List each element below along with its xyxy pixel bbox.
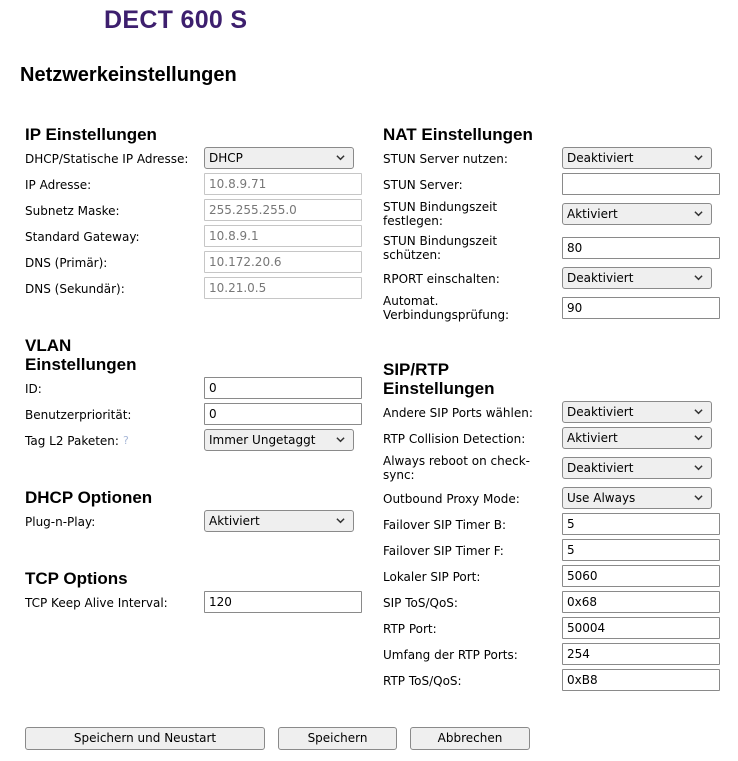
stun-bind-protect-label-line2: schützen: <box>383 248 442 262</box>
help-icon[interactable]: ? <box>122 434 129 447</box>
chevron-down-icon <box>336 153 345 162</box>
left-column <box>25 0 365 761</box>
dns-secondary-label: DNS (Sekundär): <box>25 282 125 296</box>
tag-l2-label-text: Tag L2 Paketen: <box>25 434 119 448</box>
sip-tos-label: SIP ToS/QoS: <box>383 596 458 610</box>
chevron-down-icon <box>694 433 703 442</box>
outbound-proxy-mode-select-value: Use Always <box>567 491 636 505</box>
rtp-tos-label: RTP ToS/QoS: <box>383 674 462 688</box>
reboot-check-sync-label-line2: sync: <box>383 468 415 482</box>
vlan-heading-line2: Einstellungen <box>25 355 137 374</box>
auto-check-label-line1: Automat. <box>383 294 439 308</box>
tcp-keepalive-input[interactable]: 120 <box>204 591 362 613</box>
dns-primary-label: DNS (Primär): <box>25 256 108 270</box>
stun-bind-fix-select-value: Aktiviert <box>567 207 618 221</box>
auto-check-input[interactable]: 90 <box>562 297 720 319</box>
other-sip-ports-select-value: Deaktiviert <box>567 405 634 419</box>
rtp-port-input[interactable]: 50004 <box>562 617 720 639</box>
tag-l2-label <box>25 434 129 448</box>
reboot-check-sync-select-value: Deaktiviert <box>567 461 634 475</box>
sip-rtp-heading-line1: SIP/RTP <box>383 360 450 379</box>
rtp-port-label: RTP Port: <box>383 622 437 636</box>
ip-address-label: IP Adresse: <box>25 178 92 192</box>
other-sip-ports-label: Andere SIP Ports wählen: <box>383 406 533 420</box>
save-and-restart-button[interactable]: Speichern und Neustart <box>25 727 265 750</box>
vlan-id-label: ID: <box>25 382 42 396</box>
chevron-down-icon <box>694 463 703 472</box>
sip-tos-input[interactable]: 0x68 <box>562 591 720 613</box>
cancel-button[interactable]: Abbrechen <box>410 727 530 750</box>
dhcp-static-select-value: DHCP <box>209 151 243 165</box>
rtp-range-input[interactable]: 254 <box>562 643 720 665</box>
stun-bind-fix-label-line2: festlegen: <box>383 214 443 228</box>
stun-use-label: STUN Server nutzen: <box>383 152 508 166</box>
rtp-collision-select[interactable] <box>562 427 712 449</box>
chevron-down-icon <box>336 516 345 525</box>
user-priority-input[interactable]: 0 <box>204 403 362 425</box>
stun-use-select[interactable] <box>562 147 712 169</box>
subnet-mask-input[interactable]: 255.255.255.0 <box>204 199 362 221</box>
save-button[interactable]: Speichern <box>278 727 397 750</box>
gateway-input[interactable]: 10.8.9.1 <box>204 225 362 247</box>
failover-timer-b-input[interactable]: 5 <box>562 513 720 535</box>
rport-select[interactable] <box>562 267 712 289</box>
vlan-heading-line1: VLAN <box>25 336 72 355</box>
chevron-down-icon <box>694 273 703 282</box>
stun-server-input[interactable] <box>562 173 720 195</box>
stun-server-label: STUN Server: <box>383 178 463 192</box>
dns-secondary-input[interactable]: 10.21.0.5 <box>204 277 362 299</box>
ip-settings-heading: IP Einstellungen <box>25 125 157 144</box>
chevron-down-icon <box>694 407 703 416</box>
local-sip-port-input[interactable]: 5060 <box>562 565 720 587</box>
chevron-down-icon <box>694 209 703 218</box>
nat-settings-heading: NAT Einstellungen <box>383 125 533 144</box>
brand-title: DECT 600 S <box>104 6 248 34</box>
tcp-keepalive-label: TCP Keep Alive Interval: <box>25 596 168 610</box>
dhcp-static-label: DHCP/Statische IP Adresse: <box>25 152 189 166</box>
local-sip-port-label: Lokaler SIP Port: <box>383 570 481 584</box>
plug-n-play-label: Plug-n-Play: <box>25 515 96 529</box>
vlan-id-input[interactable]: 0 <box>204 377 362 399</box>
rport-label: RPORT einschalten: <box>383 272 500 286</box>
chevron-down-icon <box>336 435 345 444</box>
ip-address-input[interactable]: 10.8.9.71 <box>204 173 362 195</box>
plug-n-play-select-value: Aktiviert <box>209 514 260 528</box>
other-sip-ports-select[interactable] <box>562 401 712 423</box>
reboot-check-sync-select[interactable] <box>562 457 712 479</box>
dns-primary-input[interactable]: 10.172.20.6 <box>204 251 362 273</box>
auto-check-label-line2: Verbindungsprüfung: <box>383 308 510 322</box>
failover-timer-f-input[interactable]: 5 <box>562 539 720 561</box>
gateway-label: Standard Gateway: <box>25 230 140 244</box>
dhcp-options-heading: DHCP Optionen <box>25 488 153 507</box>
reboot-check-sync-label-line1: Always reboot on check- <box>383 454 530 468</box>
tag-l2-select[interactable] <box>204 429 354 451</box>
tag-l2-select-value: Immer Ungetaggt <box>209 433 316 447</box>
outbound-proxy-mode-select[interactable] <box>562 487 712 509</box>
user-priority-label: Benutzerpriorität: <box>25 408 132 422</box>
chevron-down-icon <box>694 493 703 502</box>
rtp-range-label: Umfang der RTP Ports: <box>383 648 518 662</box>
right-column <box>383 0 723 761</box>
failover-timer-f-label: Failover SIP Timer F: <box>383 544 504 558</box>
dhcp-static-select[interactable] <box>204 147 354 169</box>
stun-bind-protect-label-line1: STUN Bindungszeit <box>383 234 498 248</box>
chevron-down-icon <box>694 153 703 162</box>
failover-timer-b-label: Failover SIP Timer B: <box>383 518 506 532</box>
stun-bind-fix-label-line1: STUN Bindungszeit <box>383 200 498 214</box>
rtp-collision-select-value: Aktiviert <box>567 431 618 445</box>
sip-rtp-heading-line2: Einstellungen <box>383 379 495 398</box>
subnet-mask-label: Subnetz Maske: <box>25 204 120 218</box>
page-title: Netzwerkeinstellungen <box>20 64 237 86</box>
outbound-proxy-mode-label: Outbound Proxy Mode: <box>383 492 520 506</box>
plug-n-play-select[interactable] <box>204 510 354 532</box>
stun-bind-protect-input[interactable]: 80 <box>562 237 720 259</box>
rtp-tos-input[interactable]: 0xB8 <box>562 669 720 691</box>
rport-select-value: Deaktiviert <box>567 271 634 285</box>
stun-bind-fix-select[interactable] <box>562 203 712 225</box>
stun-use-select-value: Deaktiviert <box>567 151 634 165</box>
rtp-collision-label: RTP Collision Detection: <box>383 432 526 446</box>
tcp-options-heading: TCP Options <box>25 569 128 588</box>
